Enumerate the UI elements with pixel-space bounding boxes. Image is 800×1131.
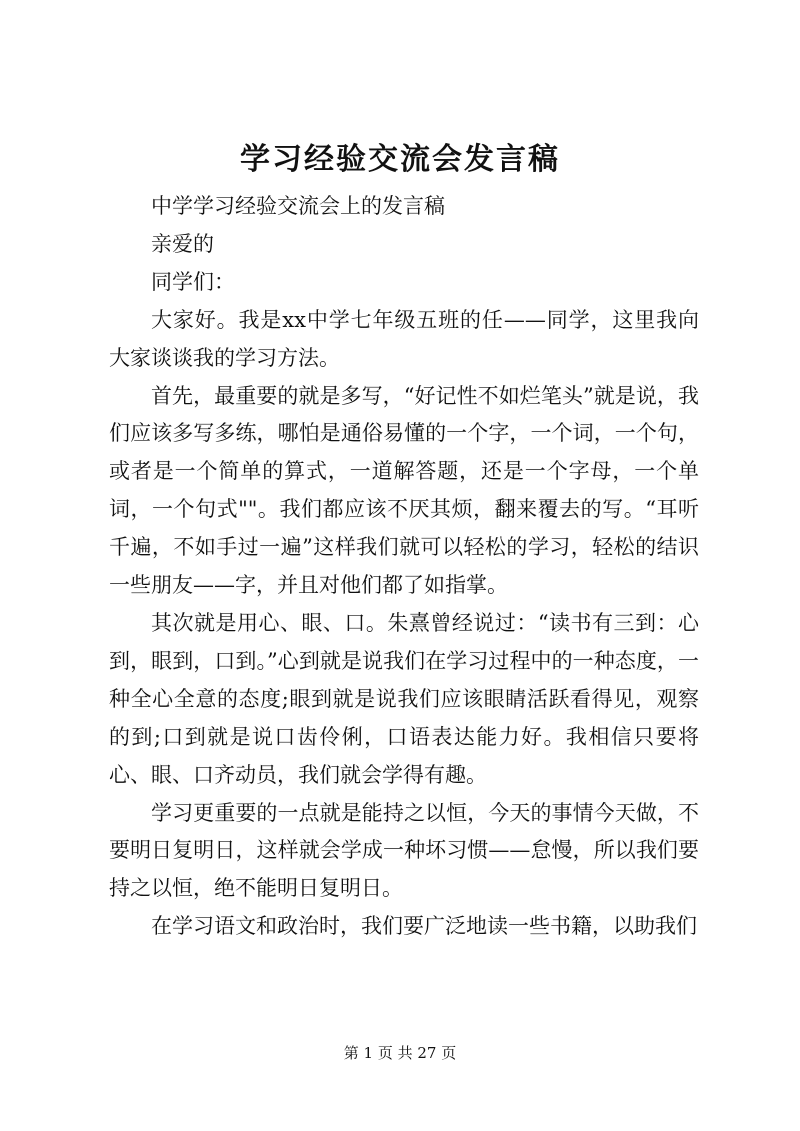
document-body: [109, 188, 699, 946]
page-number-footer: 第 1 页 共 27 页: [343, 1044, 457, 1062]
paragraph-heart-eye-mouth: 其次就是用心、眼、口。朱熹曾经说过：“读书有三到：心到，眼到，口到。”心到就是说我们在学习过程中的一种态度，一种全心全意的态度;眼到就是说我们应该眼睛活跃看得见，观察的到;口到就是说口齿伶俐，口语表达能力好。我相信只要将心、眼、口齐动员，我们就会学得有趣。: [109, 610, 699, 787]
paragraph-addressee: 同学们：: [151, 269, 235, 294]
document-title: 学习经验交流会发言稿: [240, 142, 560, 177]
paragraph-writing: 首先，最重要的就是多写，“好记性不如烂笔头”就是说，我们应该多写多练，哪怕是通俗易懂的一个字，一个词，一个句，或者是一个简单的算式，一道解答题，还是一个字母，一个单词，一个句式""。我们都应该不厌其烦，翻来覆去的写。“耳听千遍，不如手过一遍”这样我们就可以轻松的学习，轻松的结识一些朋友——字，并且对他们都了如指掌。: [109, 383, 699, 598]
paragraph-persistence: 学习更重要的一点就是能持之以恒，今天的事情今天做，不要明日复明日，这样就会学成一种坏习惯——怠慢，所以我们要持之以恒，绝不能明日复明日。: [109, 800, 699, 901]
paragraph-salutation: 亲爱的: [151, 231, 214, 256]
paragraph-subtitle: 中学学习经验交流会上的发言稿: [151, 194, 445, 218]
paragraph-reading: 在学习语文和政治时，我们要广泛地读一些书籍，以助我们: [151, 914, 697, 939]
paragraph-greeting: 大家好。我是xx中学七年级五班的任——同学，这里我向大家谈谈我的学习方法。: [109, 307, 699, 370]
